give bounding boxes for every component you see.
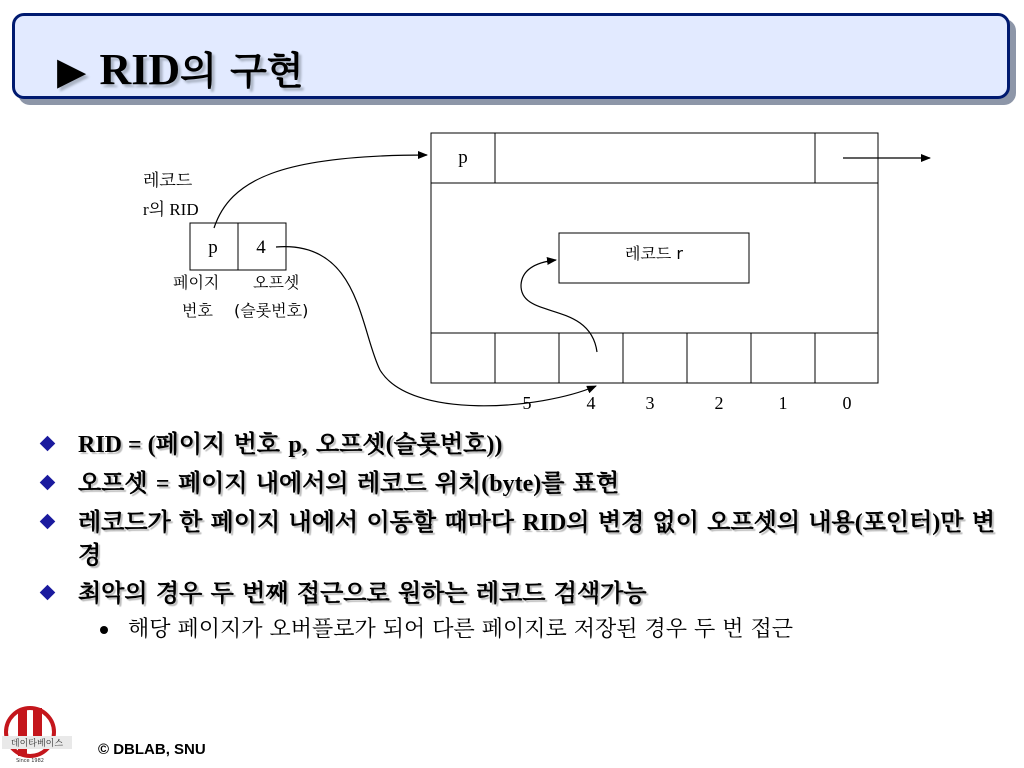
title-marker-icon: ▶	[57, 49, 87, 93]
logo-text: 데이타베이스	[10, 739, 64, 749]
diamond-bullet-icon	[40, 514, 56, 530]
copyright-text: © DBLAB, SNU	[98, 741, 206, 758]
page-number-label-2: 번호	[182, 301, 213, 320]
slot-number: 1	[778, 393, 788, 413]
bullet-text-part: 의 변경 없이 오프셋의 내용	[566, 508, 855, 536]
bullet-text-part: ))	[486, 432, 503, 458]
bullet-text-part: 만 변경	[78, 508, 996, 569]
bullet-text-part: RID	[522, 510, 567, 536]
bullet-text-part: 레코드가 한 페이지 내에서 이동할 때마다	[78, 508, 523, 536]
rid-offset-value: 4	[256, 237, 266, 258]
bullet-text-part: 오프셋	[78, 469, 156, 497]
bullet-item	[36, 428, 996, 461]
bullet-text-part: (	[854, 510, 863, 536]
rid-label-line1: 레코드	[143, 171, 193, 190]
dot-bullet-icon	[100, 626, 108, 634]
bullet-item	[36, 577, 996, 609]
bullet-text-part: p,	[288, 432, 308, 458]
slot-number: 0	[842, 393, 852, 413]
slot-number: 3	[645, 393, 655, 413]
dblab-logo	[0, 700, 76, 768]
page-number-label-1: 페이지	[173, 273, 220, 292]
slot-number: 4	[586, 393, 596, 413]
bullet-text-part: (	[385, 432, 394, 458]
bullet-text-part: =	[155, 471, 170, 497]
rid-page-value: p	[208, 237, 218, 258]
bullet-list	[36, 428, 996, 645]
logo-since: Since 1982	[16, 758, 44, 764]
bullet-text-part: (byte)	[481, 471, 542, 497]
bullet-text	[78, 469, 619, 497]
bullet-item	[36, 506, 996, 571]
record-r-label: 레코드 r	[624, 244, 684, 263]
sub-bullet-text: 해당 페이지가 오버플로가 되어 다른 페이지로 저장된 경우 두 번 접근	[128, 617, 793, 642]
slot-number: 2	[714, 393, 724, 413]
bullet-text-part: 를 표현	[541, 469, 620, 497]
bullet-text-part: RID = (	[78, 432, 156, 458]
bullet-text-part: 오프셋	[307, 430, 386, 458]
bullet-text	[78, 508, 995, 569]
rid-label-line2: r의 RID	[143, 200, 199, 219]
page-header-id: p	[458, 147, 468, 168]
bullet-text-part: 페이지 내에서의 레코드 위치	[169, 469, 482, 497]
bullet-text	[78, 579, 647, 607]
bullet-text-part: 슬롯번호	[393, 430, 487, 458]
page-pointer-arrow	[214, 155, 427, 228]
diamond-bullet-icon	[40, 436, 56, 452]
bullet-text-part: )	[932, 510, 941, 536]
bullet-item	[36, 467, 996, 500]
diamond-bullet-icon	[40, 585, 56, 601]
sub-bullet-item	[36, 615, 996, 645]
offset-label-2: (슬롯번호)	[234, 301, 309, 320]
title-rest: 의 구현	[180, 49, 304, 93]
slot-number: 5	[522, 393, 532, 413]
bullet-text	[78, 430, 502, 458]
diamond-bullet-icon	[40, 475, 56, 491]
bullet-text-part: 페이지 번호	[155, 430, 289, 458]
offset-label-1: 오프셋	[253, 273, 300, 292]
bullet-text-part: 최악의 경우 두 번째 접근으로 원하는 레코드 검색가능	[78, 579, 647, 607]
title-rid: RID	[99, 45, 181, 94]
bullet-text-part: 포인터	[862, 508, 933, 536]
